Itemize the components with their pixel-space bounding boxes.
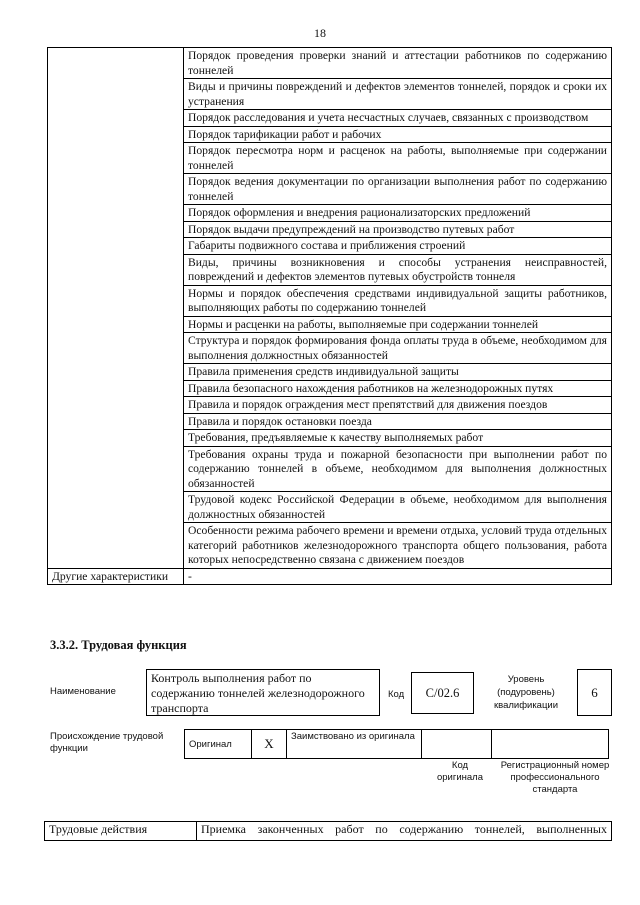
- other-characteristics-value: -: [184, 568, 612, 585]
- code-original-cell: [422, 730, 492, 759]
- knowledge-item: Особенности режима рабочего времени и времени отдыха, условий труда отдельных категорий работников железнодорожного транспорта общего пользования, работа которых непосредственно связана с движением поездов: [184, 523, 612, 569]
- level-label-text: Уровень (подуровень) квалификации: [493, 674, 559, 711]
- knowledge-item: Порядок тарификации работ и рабочих: [184, 126, 612, 143]
- knowledge-item: Правила и порядок ограждения мест препятствий для движения поездов: [184, 397, 612, 414]
- original-mark-text: X: [264, 736, 274, 751]
- table-row: [45, 822, 612, 841]
- knowledge-item: Правила и порядок остановки поезда: [184, 413, 612, 430]
- table-row: [48, 568, 612, 585]
- origin-label: Происхождение трудовой функции: [50, 731, 164, 754]
- knowledge-item: Порядок выдачи предупреждений на производство путевых работ: [184, 221, 612, 238]
- knowledge-item: Габариты подвижного состава и приближения строений: [184, 238, 612, 255]
- section-heading: 3.3.2. Трудовая функция: [50, 638, 187, 652]
- page-number: 18: [314, 26, 326, 40]
- function-name-box: Контроль выполнения работ по содержанию тоннелей железнодорожного транспорта: [146, 669, 380, 716]
- knowledge-item: Порядок расследования и учета несчастных случаев, связанных с производством: [184, 110, 612, 127]
- code-original-caption: Код оригинала: [436, 760, 483, 783]
- knowledge-item: Виды и причины повреждений и дефектов элементов тоннелей, порядок и сроки их устранения: [184, 79, 612, 110]
- knowledge-item: Требования охраны труда и пожарной безопасности при выполнении работ по содержанию тоннелей в объеме, необходимом для выполнения должностных обязанностей: [184, 446, 612, 492]
- table-row: [48, 48, 612, 79]
- knowledge-item: Нормы и порядок обеспечения средствами индивидуальной защиты работников, выполняющих работы по содержанию тоннелей: [184, 285, 612, 316]
- original-mark: [252, 730, 287, 759]
- borrowed-label: Заимствовано из оригинала: [287, 730, 422, 759]
- level-value-box: 6: [577, 669, 612, 716]
- table-label-cell: [48, 48, 184, 569]
- reg-number-cell: [492, 730, 609, 759]
- knowledge-item: Порядок пересмотра норм и расценок на работы, выполняемые при содержании тоннелей: [184, 143, 612, 174]
- knowledge-table: [47, 47, 612, 585]
- original-label: Оригинал: [185, 730, 252, 759]
- labor-actions-label: Трудовые действия: [45, 822, 197, 841]
- knowledge-item: Порядок ведения документации по организации выполнения работ по содержанию тоннелей: [184, 174, 612, 205]
- table-row: [185, 730, 609, 759]
- knowledge-item: Правила безопасного нахождения работников на железнодорожных путях: [184, 380, 612, 397]
- name-label: Наименование: [50, 686, 116, 697]
- knowledge-item: Виды, причины возникновения и способы устранения неисправностей, повреждений и дефектов элементов путевых обустройств тоннеля: [184, 254, 612, 285]
- labor-actions-table: [44, 821, 612, 841]
- function-code-box: С/02.6: [411, 672, 474, 714]
- knowledge-item: Нормы и расценки на работы, выполняемые при содержании тоннелей: [184, 316, 612, 333]
- knowledge-item: Трудовой кодекс Российской Федерации в объеме, необходимом для выполнения должностных обязанностей: [184, 492, 612, 523]
- labor-action-item: Приемка законченных работ по содержанию тоннелей, выполненных: [197, 822, 612, 841]
- knowledge-item: Требования, предъявляемые к качеству выполняемых работ: [184, 430, 612, 447]
- code-label: Код: [388, 689, 405, 700]
- knowledge-item: Структура и порядок формирования фонда оплаты труда в объеме, необходимом для выполнения должностных обязанностей: [184, 333, 612, 364]
- origin-table: [184, 729, 609, 759]
- knowledge-item: Порядок проведения проверки знаний и аттестации работников по содержанию тоннелей: [184, 48, 612, 79]
- level-label: [486, 673, 566, 712]
- other-characteristics-label: Другие характеристики: [48, 568, 184, 585]
- knowledge-item: Порядок оформления и внедрения рационализаторских предложений: [184, 205, 612, 222]
- reg-number-caption: Регистрационный номер профессионального стандарта: [500, 760, 610, 795]
- knowledge-item: Правила применения средств индивидуальной защиты: [184, 364, 612, 381]
